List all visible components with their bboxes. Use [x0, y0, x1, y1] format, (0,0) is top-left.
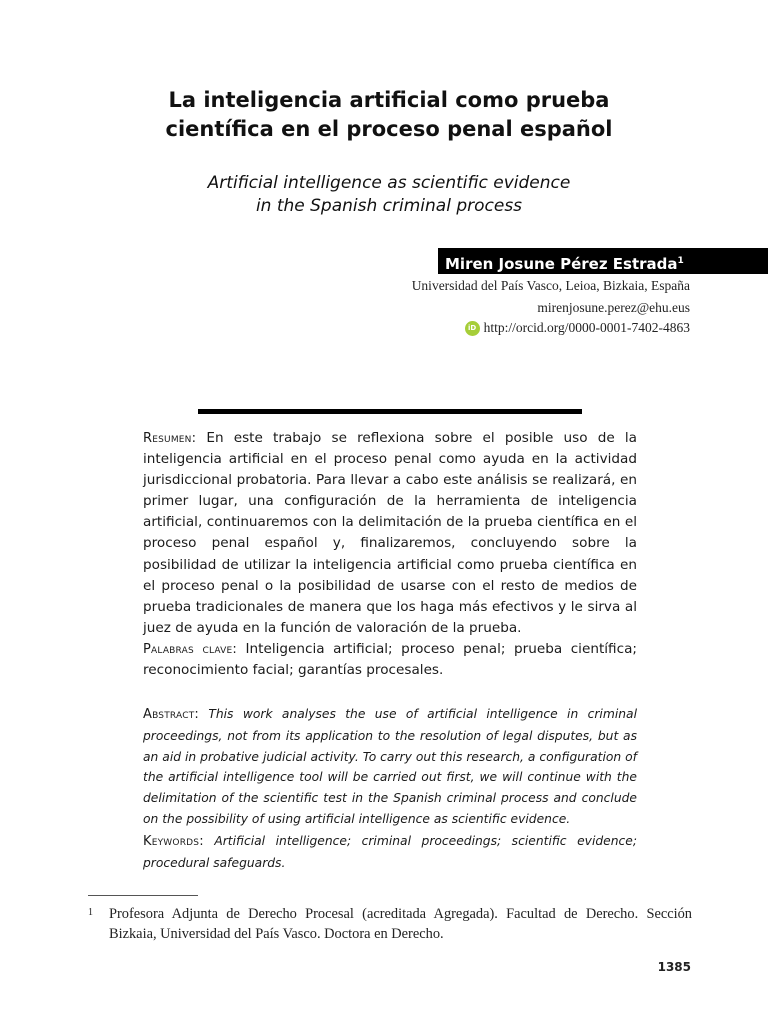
footnote-separator — [88, 895, 198, 896]
author-orcid-link[interactable]: http://orcid.org/0000-0001-7402-4863 — [483, 320, 690, 335]
resumen-paragraph — [143, 428, 637, 639]
keywords-label: Keywords: — [143, 834, 204, 849]
palabras-clave-paragraph — [143, 639, 637, 681]
article-title — [0, 86, 768, 144]
footnote-number: 1 — [88, 907, 93, 918]
subtitle-line-2: in the Spanish criminal process — [255, 196, 523, 216]
author-name-bar — [438, 248, 768, 274]
article-subtitle-english — [0, 172, 768, 218]
palabras-clave-text: Inteligencia artificial; proceso penal; prueba científica; reconocimiento facial; garantías procesales. — [143, 641, 637, 679]
abstract-label: Abstract: — [143, 707, 199, 722]
title-line-2: científica en el proceso penal español — [165, 117, 613, 141]
keywords-text: Artificial intelligence; criminal proceedings; scientific evidence; procedural safeguards. — [143, 834, 637, 870]
abstract-text: This work analyses the use of artificial intelligence in criminal proceedings, not from its application to the resolution of legal disputes, but as an aid in probative judicial activity. To carry out this research, a configuration of the artificial intelligence tool will be carried out first, we will continue with the delimitation of the scientific test in the Spanish criminal process and conclude on the possibility of using artificial intelligence as scientific evidence. — [143, 707, 637, 826]
palabras-clave-label: Palabras clave: — [143, 642, 237, 657]
orcid-icon: iD — [465, 321, 480, 336]
footnote-text: Profesora Adjunta de Derecho Procesal (acreditada Agregada). Facultad de Derecho. Sección Bizkaia, Universidad del País Vasco. Doctora en Derecho. — [109, 906, 692, 942]
author-orcid-line — [465, 320, 690, 336]
author-footnote-mark[interactable]: 1 — [677, 256, 684, 266]
author-affiliation: Universidad del País Vasco, Leioa, Bizkaia, España — [411, 278, 690, 293]
author-name: Miren Josune Pérez Estrada — [445, 255, 678, 273]
resumen-text: En este trabajo se reflexiona sobre el posible uso de la inteligencia artificial en el proceso penal como ayuda en la actividad jurisdiccional probatoria. Para llevar a cabo este análisis se realizará, en primer lugar, una configuración de la herramienta de inteligencia artificial, continuaremos con la delimitación de la prueba científica en el proceso penal español y, finalizaremos, concluyendo sobre la posibilidad de utilizar la inteligencia artificial como prueba científica en el proceso penal o la posibilidad de usarse con el resto de medios de prueba tradicionales de manera que los haga más efectivos y le sirva al juez de ayuda en la función de valoración de la prueba. — [143, 430, 637, 636]
page-number: 1385 — [657, 960, 691, 974]
footnote — [88, 904, 692, 944]
title-line-1: La inteligencia artificial como prueba — [168, 88, 610, 112]
author-email[interactable]: mirenjosune.perez@ehu.eus — [537, 300, 690, 315]
keywords-paragraph — [143, 831, 637, 874]
resumen-label: Resumen: — [143, 431, 197, 446]
abstract-paragraph — [143, 704, 637, 830]
section-divider — [198, 409, 582, 414]
subtitle-line-1: Artificial intelligence as scientific evidence — [207, 173, 571, 193]
